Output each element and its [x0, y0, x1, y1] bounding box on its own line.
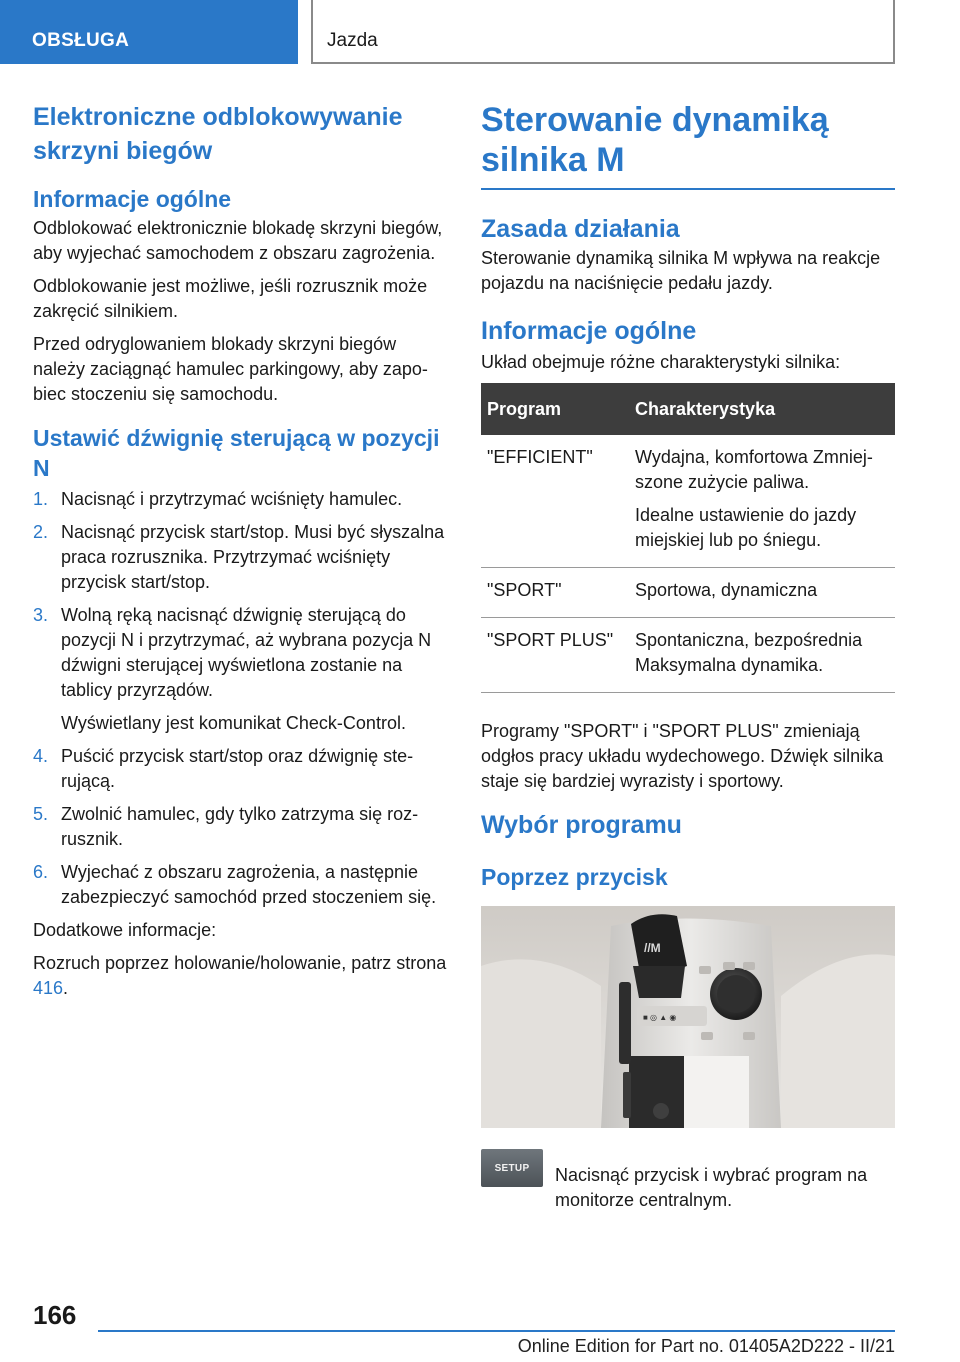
step-text: Wyjechać z obszaru zagrożenia, a następnie zabezpieczyć samochód przed stoczeniem się.	[61, 862, 437, 907]
table-header-row	[481, 383, 895, 435]
principle-heading: Zasada działania	[481, 215, 680, 243]
program-cell: "EFFICIENT"	[481, 435, 629, 568]
step-note: Wyświetlany jest komunikat Check-Control.	[61, 713, 406, 733]
description-line: Idealne ustawienie do jazdy miejskiej lub po śniegu.	[635, 505, 857, 550]
description-cell: Sportowa, dynamiczna	[629, 568, 895, 618]
select-heading: Wybór programu	[481, 811, 682, 839]
table-row	[481, 568, 895, 618]
svg-text://M: //M	[644, 941, 661, 955]
section-tab	[0, 0, 298, 64]
reference-end: .	[63, 978, 69, 998]
principle-text: Sterowanie dynamiką silnika M wpływa na reakcje pojazdu na naciśnięcie pedału jazdy.	[481, 248, 881, 293]
paragraph: Odblokowanie jest możliwe, jeśli rozrusznik może zakręcić silnikiem.	[33, 276, 428, 321]
setup-button-icon	[481, 1149, 543, 1187]
reference-paragraph	[33, 951, 448, 1001]
reference-text: Rozruch poprzez holowanie/holowanie, patrz strona	[33, 953, 447, 973]
lever-heading: Ustawić dźwignię sterującą w pozycji N	[33, 425, 440, 481]
edition-text: Online Edition for Part no. 01405A2D222 - II/21	[517, 1336, 895, 1356]
program-cell: "SPORT PLUS"	[481, 618, 629, 693]
svg-text:■ ◎ ▲ ◉: ■ ◎ ▲ ◉	[643, 1013, 677, 1022]
program-table	[481, 383, 895, 693]
programs-text: Programy "SPORT" i "SPORT PLUS" zmieniają odgłos pracy układu wydechowego. Dźwięk silnika staje się bardziej wyrazisty i sportowy.	[481, 721, 884, 791]
page-link[interactable]: 416	[33, 978, 64, 998]
steps-list	[33, 487, 448, 910]
column-header: Program	[481, 383, 629, 435]
program-cell: "SPORT"	[481, 568, 629, 618]
step-number: 4.	[33, 746, 49, 766]
step-text: Puścić przycisk start/stop oraz dźwignię sterującą.	[61, 746, 414, 791]
setup-row	[481, 1145, 895, 1231]
step-number: 1.	[33, 489, 49, 509]
section-title: Elektroniczne odblokowywanie skrzyni biegów	[33, 103, 403, 165]
table-row	[481, 435, 895, 568]
step-number: 3.	[33, 605, 49, 625]
chapter-label: Jazda	[327, 30, 378, 51]
page-number: 166	[33, 1300, 77, 1330]
main-title: Sterowanie dynamiką silnika M	[481, 100, 895, 190]
general-text: Układ obejmuje różne charakterystyki silnika:	[481, 352, 841, 372]
console-photo	[481, 906, 895, 1128]
additional-info: Dodatkowe informacje:	[33, 920, 217, 940]
footer-divider	[98, 1330, 895, 1332]
description-cell: Spontaniczna, bezpośrednia Maksymalna dynamika.	[629, 618, 895, 693]
setup-instruction: Nacisnąć przycisk i wybrać program na monitorze centralnym.	[555, 1165, 868, 1210]
section-label: OBSŁUGA	[32, 30, 130, 51]
list-item	[33, 802, 448, 852]
table-row	[481, 618, 895, 693]
column-header: Charakterystyka	[629, 383, 895, 435]
list-item	[33, 744, 448, 794]
step-text: Nacisnąć i przytrzymać wciśnięty hamulec.	[61, 489, 403, 509]
paragraph: Przed odryglowaniem blokady skrzyni biegów należy zaciągnąć hamulec parkingowy, aby zapobiec stoczeniu się samochodu.	[33, 334, 428, 404]
step-text: Nacisnąć przycisk start/stop. Musi być słyszalna praca rozrusznika. Przytrzymać wciśnięty przycisk start/stop.	[61, 522, 445, 592]
list-item	[33, 487, 448, 512]
step-number: 6.	[33, 862, 49, 882]
paragraph: Odblokować elektronicznie blokadę skrzyni biegów, aby wyjechać samochodem z obszaru zagrożenia.	[33, 218, 443, 263]
general-info-heading: Informacje ogólne	[481, 317, 697, 345]
step-number: 5.	[33, 804, 49, 824]
button-heading: Poprzez przycisk	[481, 864, 668, 890]
setup-label: SETUP	[494, 1162, 530, 1174]
general-info-heading: Informacje ogólne	[33, 186, 232, 212]
step-text: Wolną ręką nacisnąć dźwignię sterującą do pozycji N i przytrzymać, aż wybrana pozycja N dźwigni sterującej wyświetlona zostanie na tablicy przyrządów.	[61, 605, 432, 700]
right-column	[481, 100, 895, 1231]
left-column	[33, 100, 448, 1001]
list-item	[33, 520, 448, 595]
description-line: Wydajna, komfortowa Zmniejszone zużycie paliwa.	[635, 447, 873, 492]
description-cell	[629, 435, 895, 568]
list-item	[33, 603, 448, 736]
step-text: Zwolnić hamulec, gdy tylko zatrzyma się rozrusznik.	[61, 804, 419, 849]
chapter-tab	[311, 0, 895, 64]
list-item	[33, 860, 448, 910]
step-number: 2.	[33, 522, 49, 542]
